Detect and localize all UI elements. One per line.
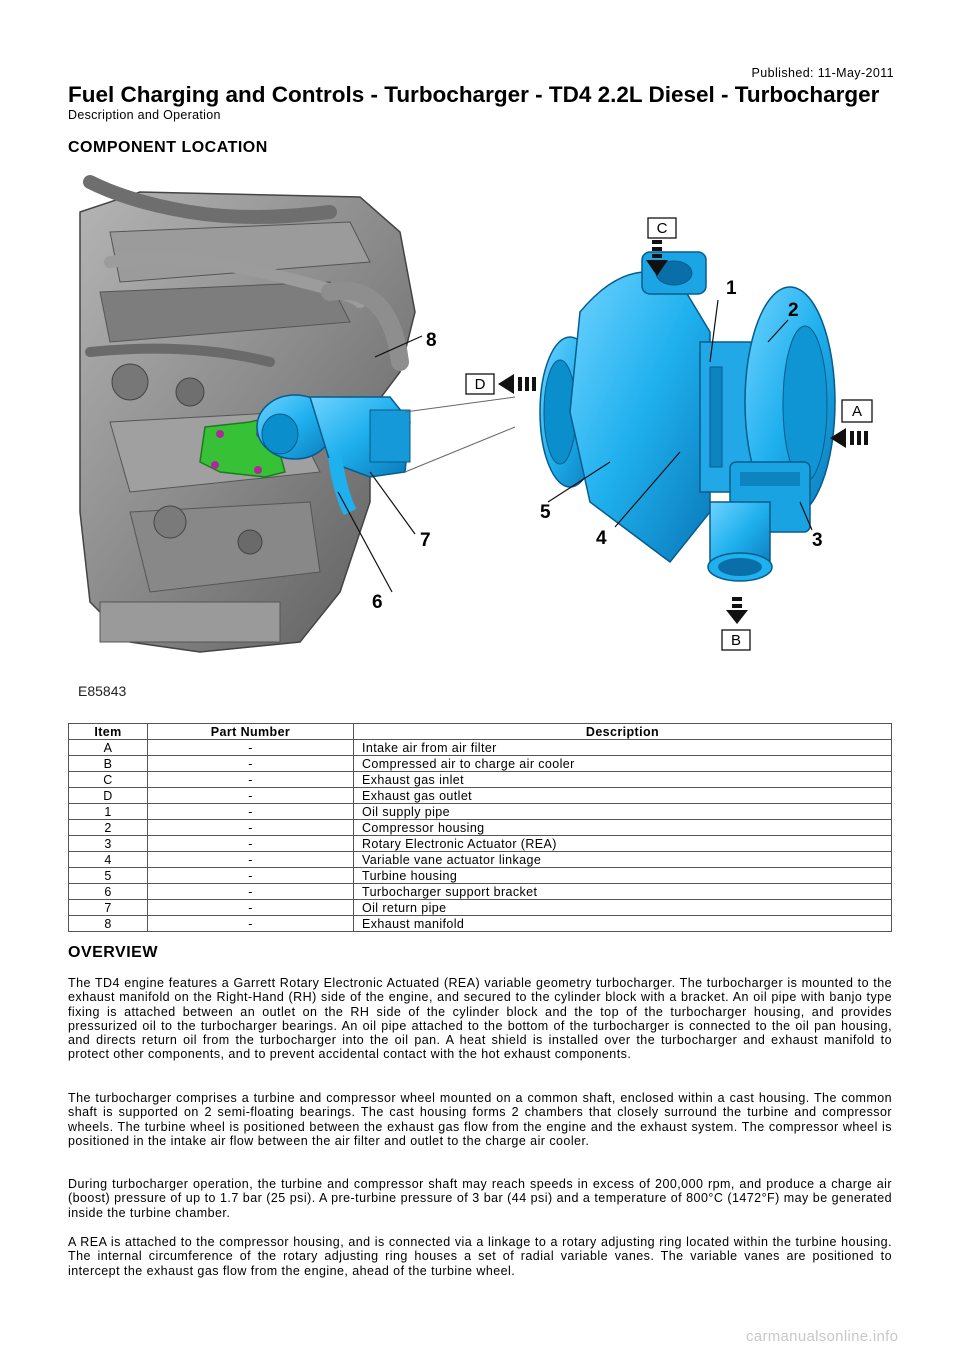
- cell-description: Exhaust gas outlet: [354, 788, 892, 804]
- cell-part-number: -: [148, 852, 354, 868]
- cell-item: 1: [69, 804, 148, 820]
- cell-description: Intake air from air filter: [354, 740, 892, 756]
- svg-text:C: C: [656, 220, 668, 237]
- section-heading-component-location: COMPONENT LOCATION: [68, 139, 268, 156]
- cell-item: 3: [69, 836, 148, 852]
- cell-part-number: -: [148, 756, 354, 772]
- cell-item: 8: [69, 916, 148, 932]
- table-row: [69, 884, 892, 900]
- page-title: Fuel Charging and Controls - Turbocharger - TD4 2.2L Diesel - Turbocharger: [68, 82, 880, 107]
- callout-a: [842, 400, 872, 422]
- header-part-number: Part Number: [148, 724, 354, 740]
- cell-part-number: -: [148, 884, 354, 900]
- cell-item: D: [69, 788, 148, 804]
- cell-description: Exhaust gas inlet: [354, 772, 892, 788]
- header-description: Description: [354, 724, 892, 740]
- cell-part-number: -: [148, 916, 354, 932]
- callout-b: [722, 630, 750, 650]
- overview-paragraph-4: A REA is attached to the compressor housing, and is connected via a linkage to a rotary adjusting ring located within the turbine housing. The internal circumference of the rotary adjusting ring houses a set of radial variable vanes. The variable vanes are positioned to intercept the exhaust gas flow from the engine, ahead of the turbine wheel.: [68, 1235, 892, 1278]
- cell-part-number: -: [148, 868, 354, 884]
- header-item: Item: [69, 724, 148, 740]
- table-row: [69, 740, 892, 756]
- table-row: [69, 868, 892, 884]
- callout-7: 7: [420, 530, 431, 551]
- table-row: [69, 788, 892, 804]
- cell-description: Turbocharger support bracket: [354, 884, 892, 900]
- cell-description: Exhaust manifold: [354, 916, 892, 932]
- cell-part-number: -: [148, 788, 354, 804]
- overview-paragraph-3: During turbocharger operation, the turbine and compressor shaft may reach speeds in excess of 200,000 rpm, and produce a charge air (boost) pressure of up to 1.7 bar (25 psi). A pre-turbine pressure of 3 bar (44 psi) and a temperature of 800°C (1472°F) may be generated inside the turbine chamber.: [68, 1177, 892, 1220]
- cell-item: 4: [69, 852, 148, 868]
- cell-item: 5: [69, 868, 148, 884]
- callout-5: 5: [540, 502, 551, 523]
- cell-item: B: [69, 756, 148, 772]
- cell-item: A: [69, 740, 148, 756]
- cell-part-number: -: [148, 820, 354, 836]
- overview-paragraph-2: The turbocharger comprises a turbine and compressor wheel mounted on a common shaft, enclosed within a cast housing. The common shaft is supported on 2 semi-floating bearings. The cast housing forms 2 chambers that closely surround the turbine and compressor wheels. The turbine wheel is positioned between the exhaust gas flow from the engine and the exhaust system. The compressor wheel is positioned in the intake air flow between the air filter and outlet to the charge air cooler.: [68, 1091, 892, 1148]
- callout-8: 8: [426, 330, 437, 351]
- table-row: [69, 900, 892, 916]
- table-row: [69, 836, 892, 852]
- callout-3: 3: [812, 530, 823, 551]
- svg-text:B: B: [730, 632, 742, 649]
- cell-part-number: -: [148, 804, 354, 820]
- callout-6: 6: [372, 592, 383, 613]
- callout-2: 2: [788, 300, 799, 321]
- section-heading-overview: OVERVIEW: [68, 944, 158, 961]
- table-row: [69, 852, 892, 868]
- cell-part-number: -: [148, 772, 354, 788]
- published-date: Published: 11-May-2011: [751, 66, 894, 80]
- component-location-figure: [70, 172, 890, 712]
- table-row: [69, 916, 892, 932]
- cell-description: Oil return pipe: [354, 900, 892, 916]
- cell-item: 2: [69, 820, 148, 836]
- callout-4: 4: [596, 528, 607, 549]
- watermark: carmanualsonline.info: [746, 1328, 899, 1345]
- table-row: [69, 772, 892, 788]
- cell-description: Turbine housing: [354, 868, 892, 884]
- svg-text:D: D: [474, 376, 486, 393]
- cell-part-number: -: [148, 836, 354, 852]
- table-row: [69, 804, 892, 820]
- callout-1: 1: [726, 278, 737, 299]
- table-row: [69, 820, 892, 836]
- callout-d: [466, 374, 494, 394]
- table-header-row: [69, 724, 892, 740]
- cell-part-number: -: [148, 740, 354, 756]
- callout-c: [648, 218, 676, 238]
- cell-description: Rotary Electronic Actuator (REA): [354, 836, 892, 852]
- parts-table-body: [69, 740, 892, 932]
- cell-item: 7: [69, 900, 148, 916]
- cell-description: Compressor housing: [354, 820, 892, 836]
- parts-table: [68, 723, 892, 932]
- cell-description: Compressed air to charge air cooler: [354, 756, 892, 772]
- cell-part-number: -: [148, 900, 354, 916]
- cell-description: Variable vane actuator linkage: [354, 852, 892, 868]
- figure-code: E85843: [78, 683, 127, 699]
- cell-description: Oil supply pipe: [354, 804, 892, 820]
- cell-item: 6: [69, 884, 148, 900]
- engine-illustration: [80, 182, 415, 652]
- table-row: [69, 756, 892, 772]
- overview-paragraph-1: The TD4 engine features a Garrett Rotary Electronic Actuated (REA) variable geometry turbocharger. The turbocharger is mounted to the exhaust manifold on the Right-Hand (RH) side of the engine, and secured to the cylinder block with a bracket. An oil pipe with banjo type fixing is attached between an outlet on the RH side of the cylinder block and the top of the turbocharger housing, and provides pressurized oil to the turbocharger bearings. An oil pipe attached to the bottom of the turbocharger is connected to the oil pan housing, and directs return oil from the turbocharger into the oil pan. A heat shield is installed over the turbocharger and exhaust manifold to protect other components, and to prevent accidental contact with the hot exhaust components.: [68, 976, 892, 1062]
- page-subtitle: Description and Operation: [68, 108, 221, 122]
- svg-text:A: A: [851, 403, 863, 420]
- cell-item: C: [69, 772, 148, 788]
